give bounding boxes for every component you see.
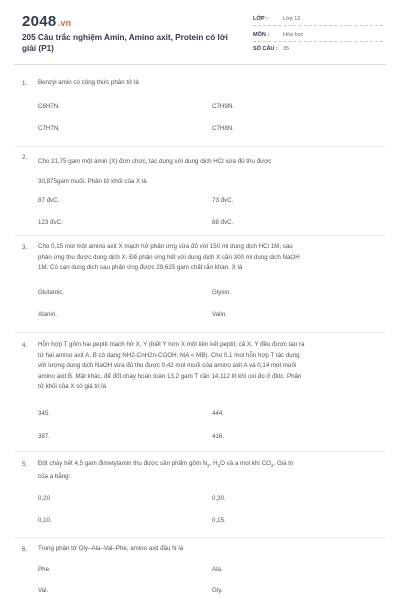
meta-divider — [253, 41, 383, 42]
answer-option-a[interactable]: Glutamic. — [38, 289, 65, 296]
answer-option-b[interactable]: 73 đvC. — [212, 197, 234, 204]
question-line: Cho 0,15 mol một amino axit X mạch hở phản ứng vừa đủ với 150 ml dung dịch HCl 1M, sau — [38, 243, 293, 250]
question-line-part: Đốt cháy hết 4,5 gam đimetylamin thu được sản phẩm gồm N — [38, 460, 208, 467]
answer-option-d[interactable]: Valin. — [212, 311, 228, 318]
meta-subject — [253, 30, 383, 42]
question-divider — [14, 332, 386, 333]
meta-count-label: SỐ CÂU : — [253, 46, 278, 52]
subscript: 2 — [207, 463, 210, 469]
question-text — [38, 544, 378, 555]
meta-divider — [253, 25, 383, 26]
question-number: 1. — [22, 80, 28, 87]
question-text — [38, 242, 378, 274]
answer-option-b[interactable]: 444. — [212, 410, 225, 417]
question-divider — [14, 235, 386, 236]
question-line: 30,875gam muối. Phân tử khối của X là — [38, 178, 147, 185]
question-line — [38, 459, 378, 472]
question-number: 4. — [22, 342, 28, 349]
subscript: 2 — [271, 463, 274, 469]
question-line-part: , H — [209, 460, 218, 467]
answer-option-d[interactable]: 88 đvC. — [212, 219, 234, 226]
question-divider — [14, 451, 386, 452]
subscript: 2 — [217, 463, 221, 469]
meta-subject-value: Hóa học — [283, 32, 304, 38]
answer-option-d[interactable]: 416. — [212, 433, 225, 440]
question-line: với lượng dung dịch NaOH vừa đủ thu được 0,42 mol muối của amino axit A và 0,14 mol muối — [38, 362, 297, 370]
answer-option-a[interactable]: Phe. — [38, 566, 51, 573]
question-line: của a bằng: — [38, 472, 71, 480]
header-divider — [14, 64, 386, 65]
answer-option-c[interactable]: Val. — [38, 587, 49, 594]
question-number: 6. — [22, 546, 28, 553]
question-divider — [14, 146, 386, 147]
answer-option-b[interactable]: C7H9N. — [212, 103, 235, 110]
answer-option-a[interactable]: 87 đvC. — [38, 197, 60, 204]
question-line-part: O và a mol khí CO — [220, 460, 271, 467]
question-text — [38, 152, 378, 192]
meta-class — [253, 14, 383, 26]
answer-option-c[interactable]: C7H7N. — [38, 125, 61, 132]
logo-suffix: .vn — [57, 18, 72, 28]
meta-count-value: 35 — [283, 46, 290, 52]
question-line: Cho 21,75 gam một amin (X) đơn chức, tác dụng với dung dịch HCl vừa đủ thu được — [38, 158, 272, 165]
meta-count — [253, 44, 383, 56]
meta-subject-label: MÔN : — [253, 32, 270, 38]
question-line-part: . Giá trị — [273, 460, 294, 467]
answer-option-b[interactable]: Ala. — [212, 566, 223, 573]
question-line: phản ứng thu được dung dịch X. Để phản ứng hết với dung dịch X cần 300 ml dung dịch NaOH — [38, 253, 300, 261]
question-number: 3. — [22, 244, 28, 251]
document-header — [0, 0, 400, 62]
question-line: từ hai amino axit A, B có dạng NH2-CnH2n-COOH, MA < MB). Cho 0,1 mol hỗn hợp T tác dụng — [38, 351, 300, 359]
answer-option-c[interactable]: 387. — [38, 433, 51, 440]
question-text — [38, 340, 378, 393]
answer-option-c[interactable]: Alanin. — [38, 311, 57, 318]
answer-option-c[interactable]: 123 đvC. — [38, 219, 63, 226]
question-line: tử khối của X có giá trị là — [38, 383, 107, 391]
question-line: amino axit B. Mặt khác, để đốt cháy hoàn toàn 13,2 gam T cần 14,112 lít khí oxi đo ở đktc. Phân — [38, 372, 302, 380]
site-logo[interactable] — [22, 13, 71, 30]
question-line: 1M. Cô cạn dung dịch sau phản ứng được 29,625 gam chất rắn khan. X là — [38, 264, 243, 272]
answer-option-a[interactable]: C6H7N. — [38, 103, 61, 110]
question-line: Benzyl amin có công thức phân tử là — [38, 79, 139, 86]
question-number: 2. — [22, 154, 28, 161]
answer-option-d[interactable]: C7H8N. — [212, 125, 235, 132]
question-text — [38, 78, 378, 89]
answer-option-d[interactable]: Gly. — [212, 587, 223, 594]
question-line: Hỗn hợp T gồm hai peptit mạch hở X, Y (biết Y hơn X một liên kết peptit; cả X, Y đều được tạo ra — [38, 341, 305, 348]
answer-option-b[interactable]: 0,30. — [212, 495, 226, 502]
answer-option-b[interactable]: Glyxin. — [212, 289, 231, 296]
logo-text: 2048 — [22, 13, 57, 30]
question-divider — [14, 537, 386, 538]
question-text — [38, 459, 378, 482]
answer-option-a[interactable]: 345. — [38, 410, 51, 417]
question-number: 5. — [22, 461, 28, 468]
page-title: 205 Câu trắc nghiệm Amin, Amino axit, Protein có lời giải (P1) — [22, 33, 228, 53]
answer-option-d[interactable]: 0,15. — [212, 517, 226, 524]
answer-option-c[interactable]: 0,10. — [38, 517, 52, 524]
question-line: Trong phân tử Gly–Ala–Val–Phe, amino axit đầu N là — [38, 545, 184, 552]
meta-class-label: LỚP : — [253, 16, 268, 22]
answer-option-a[interactable]: 0,20 — [38, 495, 51, 502]
meta-class-value: Lớp 12 — [283, 16, 301, 22]
